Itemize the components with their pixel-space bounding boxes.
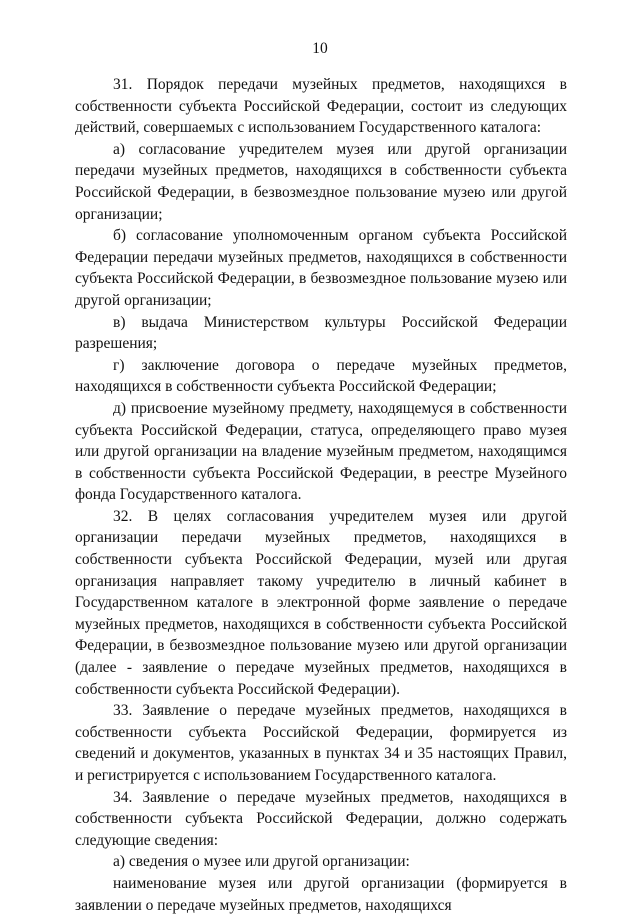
paragraph-34: 34. Заявление о передаче музейных предметов, находящихся в собственности субъекта Российской Федерации, должно содержать следующие сведения: — [75, 788, 567, 849]
paragraph-32: 32. В целях согласования учредителем музея или другой организации передачи музейных предметов, находящихся в собственности субъекта Российской Федерации, музей или другая организация направляет такому учредителю в личный кабинет в Государственном каталоге в электронной форме заявление о передаче музейных предметов, находящихся в собственности субъекта Российской Федерации, в безвозмездное пользование музею или другой организации (далее - заявление о передаче музейных предметов, находящихся в собственности субъекта Российской Федерации). — [75, 507, 567, 698]
paragraph-31-a: а) согласование учредителем музея или другой организации передачи музейных предметов, находящихся в собственности субъекта Российской Федерации, в безвозмездное пользование музею или другой организации; — [75, 140, 567, 223]
page-number: 10 — [312, 40, 328, 57]
paragraph-31-d: д) присвоение музейному предмету, находящемуся в собственности субъекта Российской Федерации, статуса, определяющего право музея или другой организации на владение музейным предметом, находящимся в собственности субъекта Российской Федерации, в реестре Музейного фонда Государственного каталога. — [75, 399, 567, 504]
paragraph-31-b: б) согласование уполномоченным органом субъекта Российской Федерации передачи музейных предметов, находящихся в собственности субъекта Российской Федерации, в безвозмездное пользование музею или другой организации; — [75, 227, 567, 309]
paragraph-31: 31. Порядок передачи музейных предметов, находящихся в собственности субъекта Российской Федерации, состоит из следующих действий, совершаемых с использованием Государственного каталога: — [75, 76, 567, 137]
document-body — [75, 74, 567, 916]
paragraph-33: 33. Заявление о передаче музейных предметов, находящихся в собственности субъекта Российской Федерации, формируется из сведений и документов, указанных в пунктах 34 и 35 настоящих Правил, и регистрируется с использованием Государственного каталога. — [75, 702, 567, 784]
paragraph-34-a: а) сведения о музее или другой организации: — [113, 853, 410, 871]
paragraph-34-a-name: наименование музея или другой организации (формируется в заявлении о передаче музейных предметов, находящихся — [75, 874, 567, 914]
paragraph-31-g: г) заключение договора о передаче музейных предметов, находящихся в собственности субъекта Российской Федерации; — [75, 356, 567, 396]
paragraph-31-v: в) выдача Министерством культуры Российской Федерации разрешения; — [75, 313, 567, 353]
